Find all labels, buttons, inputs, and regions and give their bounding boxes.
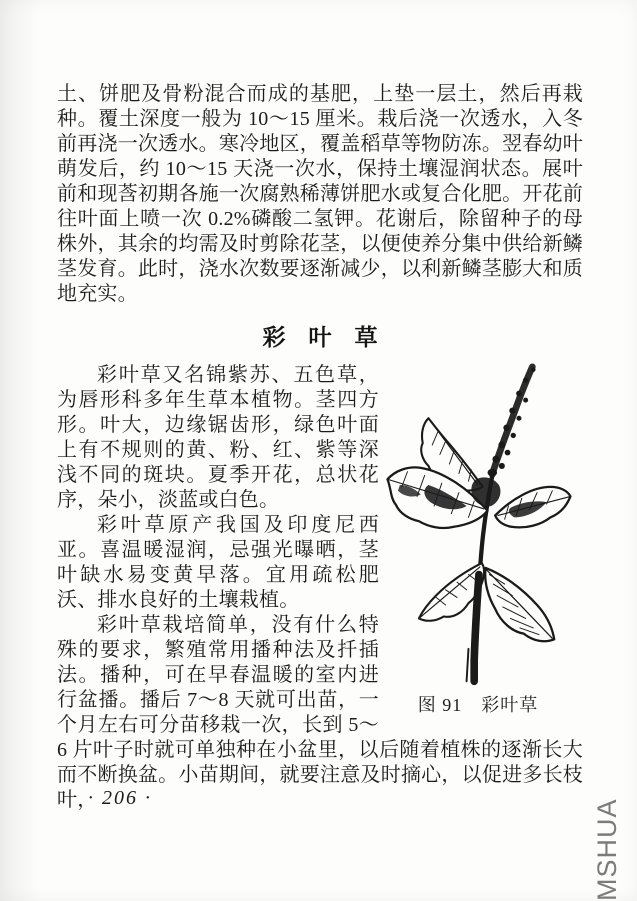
coleus-illustration xyxy=(382,363,574,687)
paragraph-description: 彩叶草又名锦紫苏、五色草，为唇形科多年生草本植物。茎四方形。叶大，边缘锯齿形，绿色叶面上有不规则的黄、粉、红、紫等深浅不同的斑块。夏季开花，总状花序，朵小，淡蓝或白色。 xyxy=(57,364,379,511)
page-content xyxy=(57,82,583,813)
figure-caption: 图 91 彩叶草 xyxy=(417,695,539,715)
page-number: · 206 · xyxy=(88,787,152,809)
section-heading: 彩 叶 草 xyxy=(262,324,378,350)
figure-coleus xyxy=(379,363,577,717)
coleus-section xyxy=(57,363,583,813)
paragraph-cultivation: 彩叶草栽培简单，没有什么特殊的要求，繁殖常用播种法及扦插法。播种，可在早春温暖的室内进行盆播。播后 7～8 天就可出苗，一个月左右可分苗移栽一次，长到 5～6 片叶子时就可单独种在小盆里，以后随着植株的逐渐长大而不断换盆。小苗期间，就要注意及时摘心，以促进多长枝叶， xyxy=(57,614,583,811)
watermark: MSHUA xyxy=(592,798,622,901)
paragraph-continued-from-previous: 土、饼肥及骨粉混合而成的基肥，上垫一层土，然后再栽种。覆土深度一般为 10～15 厘米。栽后浇一次透水，入冬前再浇一次透水。寒冷地区，覆盖稻草等物防冻。翌春幼叶萌发后，约 10～15 天浇一次水，保持土壤湿润状态。展叶前和现莟初期各施一次腐熟稀薄饼肥水或复合化肥。开花前往叶面上喷一次 0.2%磷酸二氢钾。花谢后，除留种子的母株外，其余的均需及时剪除花茎，以便使养分集中供给新鳞茎发育。此时，浇水次数要逐渐减少，以利新鳞茎膨大和质地充实。 xyxy=(57,83,583,305)
paragraph-origin: 彩叶草原产我国及印度尼西亚。喜温暖湿润，忌强光曝晒，茎叶缺水易变黄早落。宜用疏松肥沃、排水良好的土壤栽植。 xyxy=(57,514,379,611)
